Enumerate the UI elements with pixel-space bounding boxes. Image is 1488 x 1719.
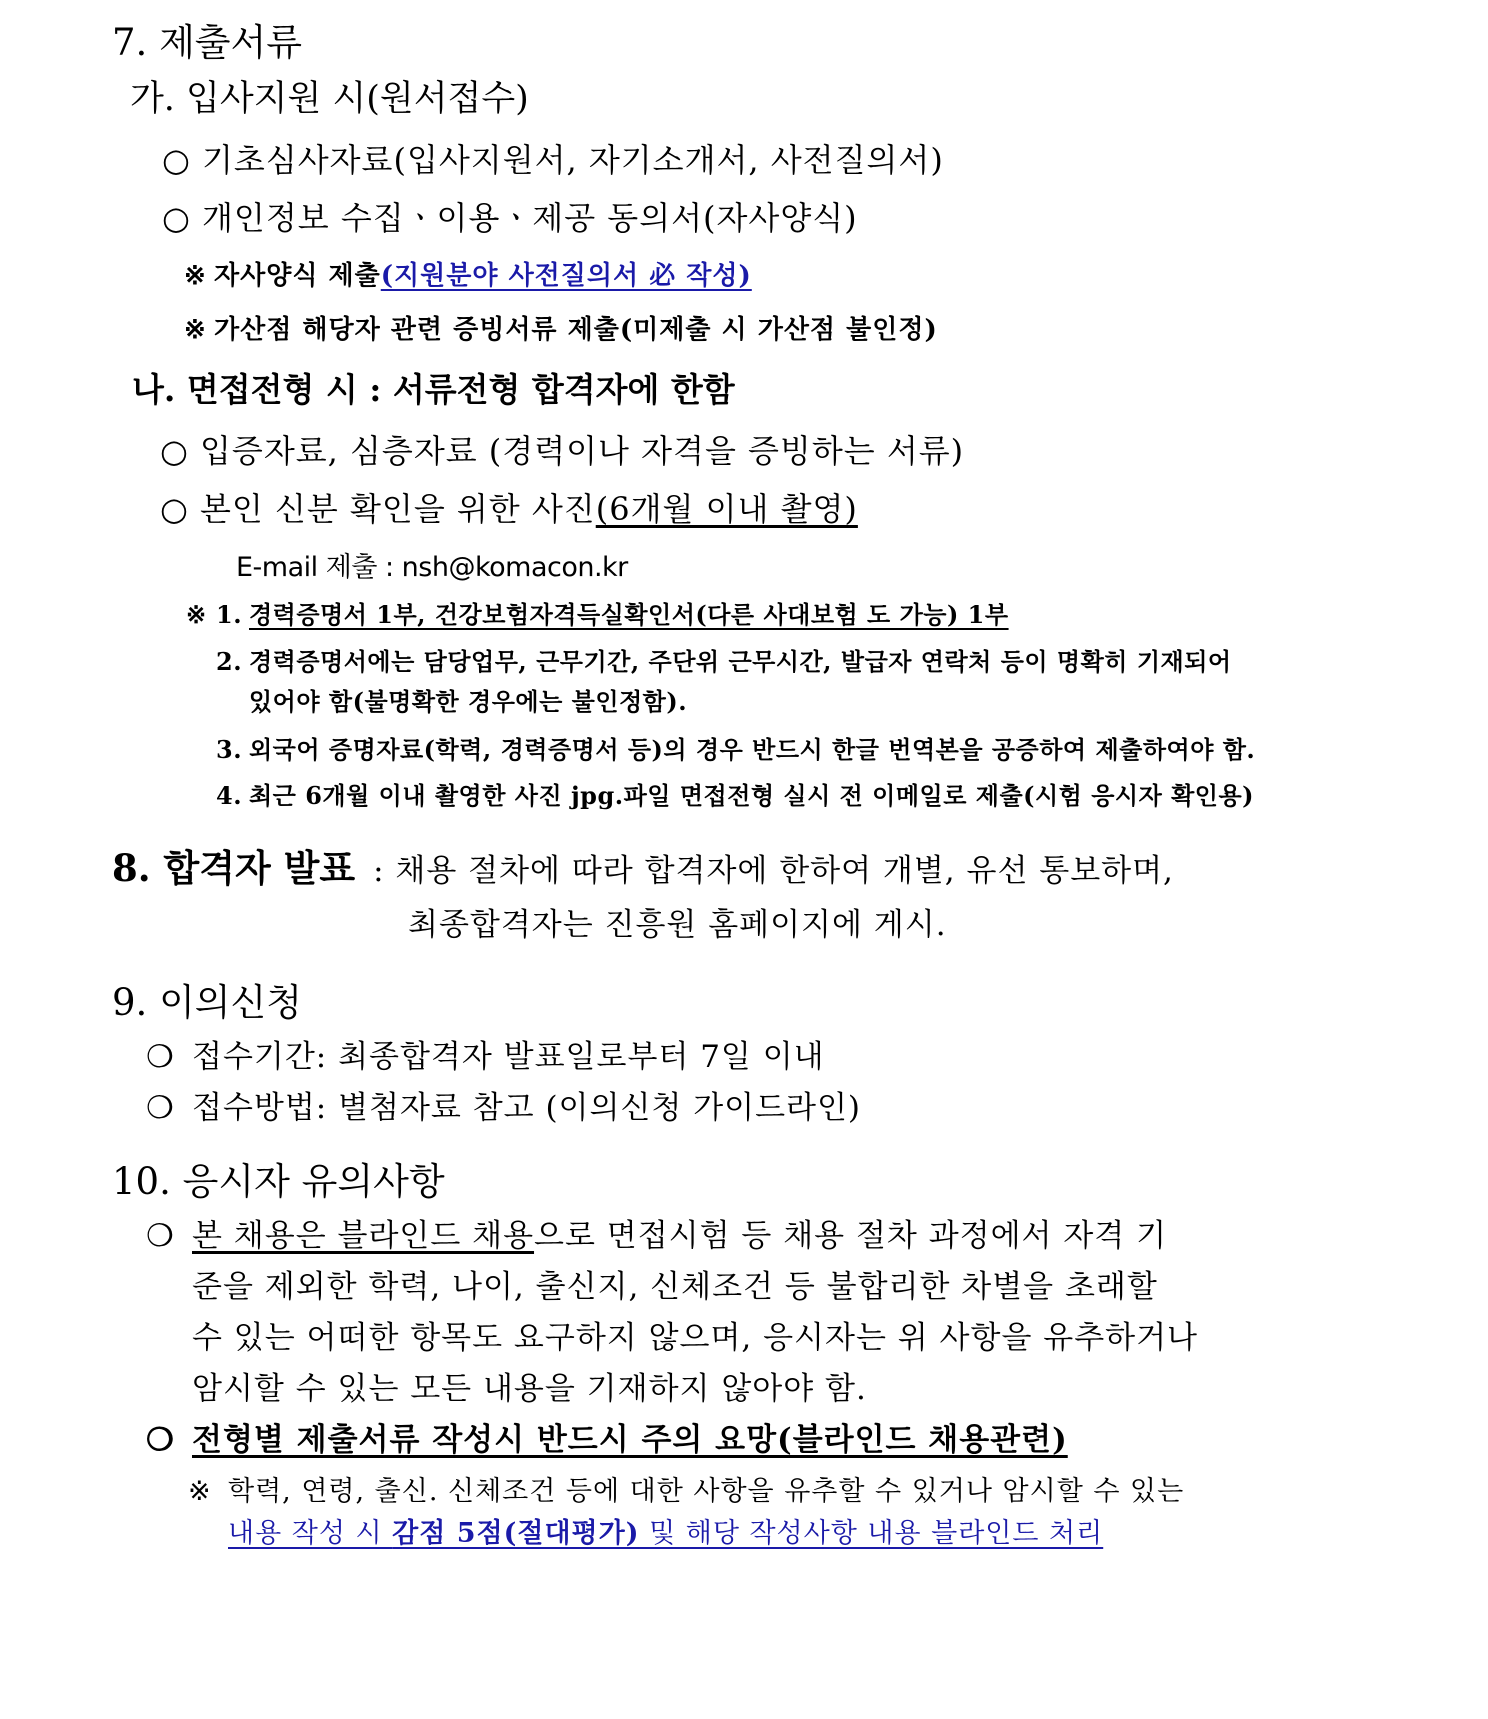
note-number: 1. bbox=[216, 600, 243, 629]
section-8-title: 8. 합격자 발표 bbox=[112, 846, 356, 890]
note-text: 내용 작성 시 bbox=[228, 1518, 393, 1549]
paragraph-line bbox=[146, 1218, 1168, 1254]
ring-bullet-icon: ❍ bbox=[146, 1039, 175, 1075]
paragraph-line bbox=[146, 1422, 1068, 1458]
reference-mark-icon: ※ bbox=[188, 1476, 212, 1507]
note-text: 경력증명서 1부, 건강보험자격득실확인서(다른 사대보험 도 가능) 1부 bbox=[249, 600, 1009, 629]
section-8-row bbox=[112, 846, 1174, 890]
note-number: 3. bbox=[216, 735, 243, 764]
list-item bbox=[146, 1090, 862, 1126]
section-10-title: 10. 응시자 유의사항 bbox=[112, 1160, 445, 1203]
note-text: 자사양식 제출 bbox=[214, 261, 381, 291]
note-line bbox=[188, 1478, 1184, 1505]
note-line bbox=[249, 687, 688, 716]
note-number: 2. bbox=[216, 647, 243, 676]
paragraph-line: 준을 제외한 학력, 나이, 출신지, 신체조건 등 불합리한 차별을 초래할 bbox=[192, 1269, 1158, 1305]
note-text: 외국어 증명자료(학력, 경력증명서 등)의 경우 반드시 한글 번역본을 공증하여 제출하여야 함. bbox=[249, 735, 1256, 764]
paragraph-highlight: 본 채용은 블라인드 채용 bbox=[192, 1218, 535, 1254]
list-item bbox=[162, 141, 944, 179]
paragraph-line: 수 있는 어떠한 항목도 요구하지 않으며, 응시자는 위 사항을 유추하거나 bbox=[192, 1320, 1198, 1356]
list-item-text: 입증자료, 심층자료 (경력이나 자격을 증빙하는 서류) bbox=[200, 432, 965, 470]
section-9-title: 9. 이의신청 bbox=[112, 981, 303, 1024]
note-line bbox=[184, 263, 752, 289]
list-item-text: 본인 신분 확인을 위한 사진 bbox=[200, 490, 596, 528]
circle-bullet-icon: ○ bbox=[162, 199, 191, 237]
list-item bbox=[146, 1039, 825, 1075]
note-number: 4. bbox=[216, 781, 243, 810]
section-8-text: : 채용 절차에 따라 합격자에 한하여 개별, 유선 통보하며, bbox=[373, 853, 1174, 889]
note-line bbox=[186, 600, 1009, 629]
note-line bbox=[216, 735, 1256, 764]
paragraph-highlight: 전형별 제출서류 작성시 반드시 주의 요망(블라인드 채용관련) bbox=[192, 1422, 1068, 1458]
section-7-title: 7. 제출서류 bbox=[112, 21, 303, 64]
reference-mark-icon: ※ bbox=[184, 261, 207, 291]
list-item bbox=[162, 199, 858, 237]
list-item-underlined: (6개월 이내 촬영) bbox=[595, 490, 858, 528]
reference-mark-icon: ※ bbox=[184, 315, 207, 345]
ring-bullet-icon: ❍ bbox=[146, 1422, 175, 1458]
list-item bbox=[160, 432, 965, 470]
note-text: 및 해당 작성사항 내용 블라인드 처리 bbox=[639, 1518, 1104, 1549]
note-line bbox=[228, 1520, 1103, 1547]
paragraph-line: 암시할 수 있는 모든 내용을 기재하지 않아야 함. bbox=[192, 1371, 867, 1407]
section-7-ga-title: 가. 입사지원 시(원서접수) bbox=[130, 79, 529, 119]
note-highlight: (지원분야 사전질의서 必 작성) bbox=[380, 261, 752, 291]
circle-bullet-icon: ○ bbox=[160, 490, 189, 528]
circle-bullet-icon: ○ bbox=[162, 141, 191, 179]
note-line bbox=[216, 781, 1255, 810]
list-item-text: 접수방법: 별첨자료 참고 (이의신청 가이드라인) bbox=[192, 1090, 862, 1126]
note-line bbox=[184, 317, 938, 343]
reference-mark-icon: ※ bbox=[186, 600, 207, 629]
circle-bullet-icon: ○ bbox=[160, 432, 189, 470]
ring-bullet-icon: ❍ bbox=[146, 1090, 175, 1126]
note-text: 경력증명서에는 담당업무, 근무기간, 주단위 근무시간, 발급자 연락처 등이 명확히 기재되어 bbox=[249, 647, 1232, 676]
note-line bbox=[216, 647, 1232, 676]
note-text: 있어야 함(불명확한 경우에는 불인정함). bbox=[249, 687, 688, 716]
paragraph-text: 으로 면접시험 등 채용 절차 과정에서 자격 기 bbox=[534, 1218, 1168, 1254]
section-7-na-title: 나. 면접전형 시 : 서류전형 합격자에 한함 bbox=[132, 370, 735, 409]
note-text: 학력, 연령, 출신. 신체조건 등에 대한 사항을 유추할 수 있거나 암시할 수 있는 bbox=[228, 1476, 1185, 1507]
list-item-text: 접수기간: 최종합격자 발표일로부터 7일 이내 bbox=[192, 1039, 825, 1075]
email-line: E-mail 제출 : nsh@komacon.kr bbox=[236, 552, 628, 583]
note-highlight: 감점 5점(절대평가) bbox=[392, 1518, 640, 1549]
note-text: 최근 6개월 이내 촬영한 사진 jpg.파일 면접전형 실시 전 이메일로 제출(시험 응시자 확인용) bbox=[249, 781, 1255, 810]
list-item bbox=[160, 490, 858, 528]
list-item-text: 기초심사자료(입사지원서, 자기소개서, 사전질의서) bbox=[202, 141, 944, 179]
ring-bullet-icon: ❍ bbox=[146, 1218, 175, 1254]
note-text: 가산점 해당자 관련 증빙서류 제출(미제출 시 가산점 불인정) bbox=[214, 315, 938, 345]
list-item-text: 개인정보 수집ㆍ이용ㆍ제공 동의서(자사양식) bbox=[202, 199, 858, 237]
section-8-text-2: 최종합격자는 진흥원 홈페이지에 게시. bbox=[408, 907, 947, 943]
